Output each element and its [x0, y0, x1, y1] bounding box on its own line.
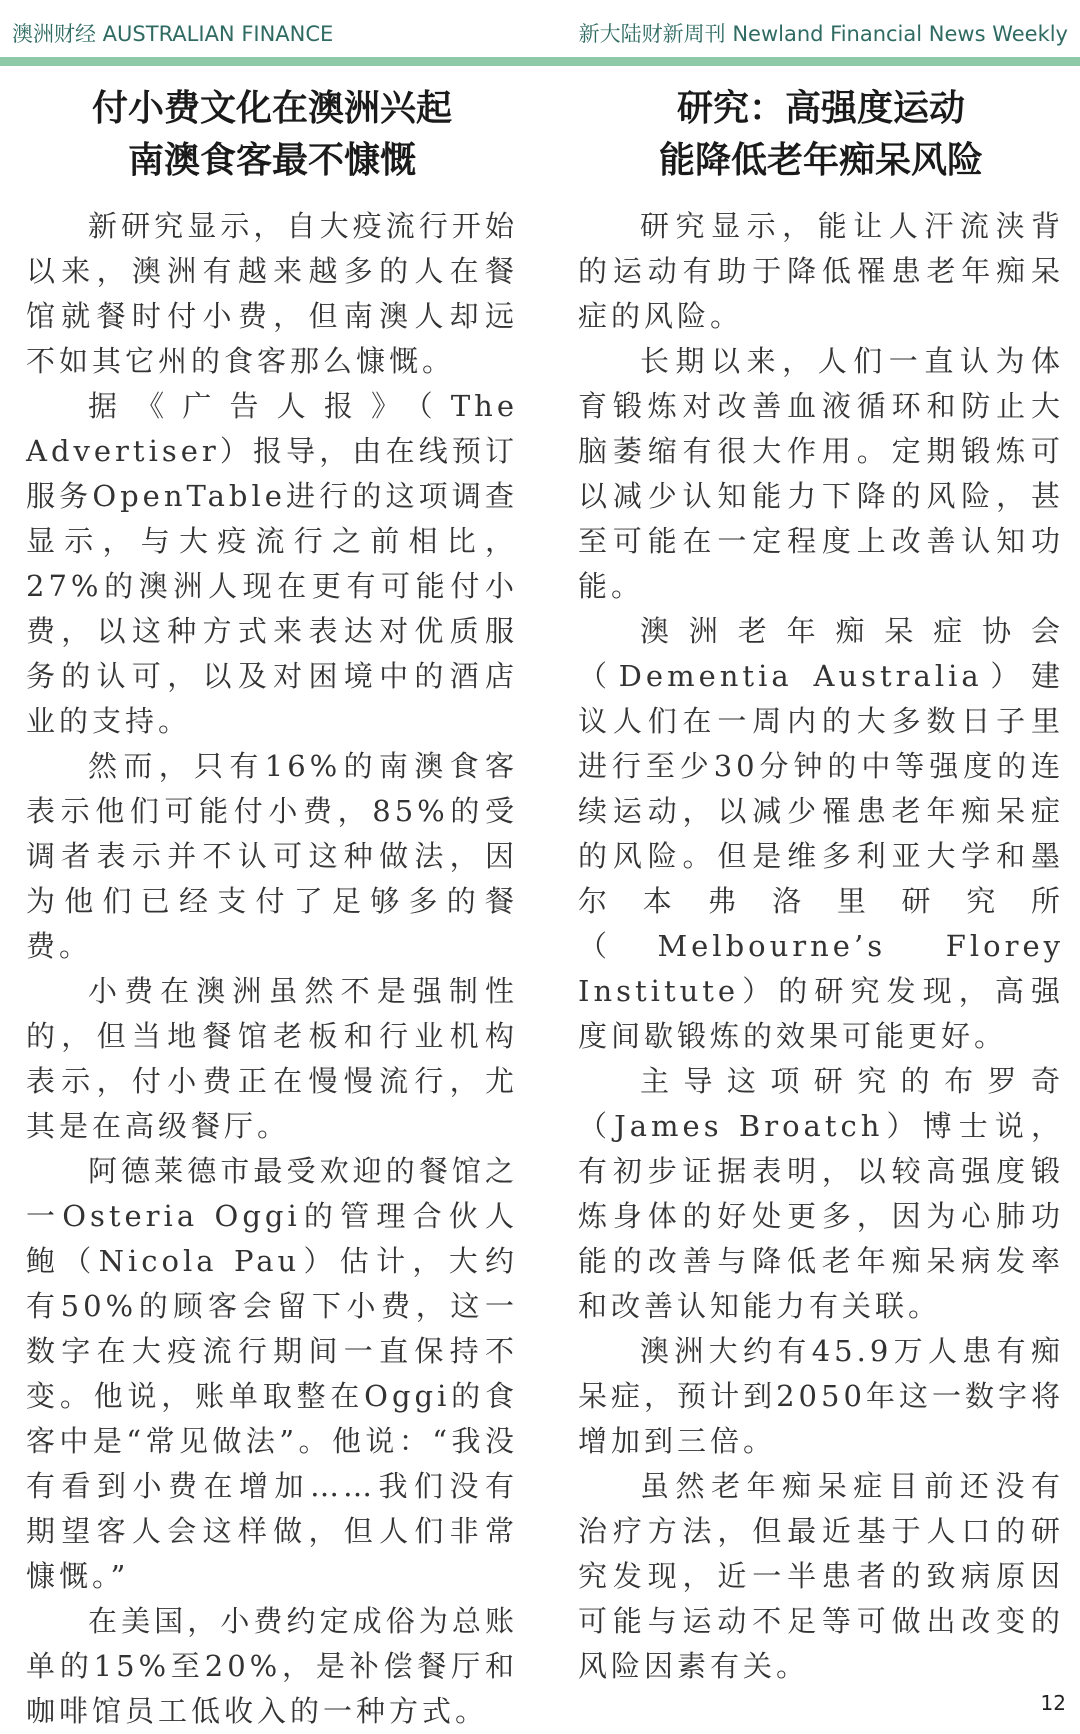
paragraph: 澳洲大约有45.9万人患有痴呆症，预计到2050年这一数字将增加到三倍。 [578, 1334, 1064, 1458]
right-headline-line-2: 能降低老年痴呆风险 [658, 139, 983, 181]
header-divider [0, 57, 1080, 66]
right-article-body [578, 204, 1064, 1689]
left-article-body [26, 204, 518, 1734]
publication-name: 新大陆财新周刊 Newland Financial News Weekly [578, 22, 1068, 46]
right-headline-line-1: 研究：高强度运动 [676, 87, 965, 129]
paragraph: 新研究显示，自大疫流行开始以来，澳洲有越来越多的人在餐馆就餐时付小费，但南澳人却远不如其它州的食客那么慷慨。 [26, 209, 518, 378]
paragraph: 小费在澳洲虽然不是强制性的，但当地餐馆老板和行业机构表示，付小费正在慢慢流行，尤其是在高级餐厅。 [26, 974, 518, 1143]
right-article [578, 82, 1064, 1689]
paragraph: 据《广告人报》（The Advertiser）报导，由在线预订服务OpenTable进行的这项调查显示，与大疫流行之前相比，27%的澳洲人现在更有可能付小费，以这种方式来表达对优质服务的认可，以及对困境中的酒店业的支持。 [26, 389, 518, 738]
right-article-headline [578, 82, 1064, 186]
left-article [26, 82, 518, 1734]
left-headline-line-2: 南澳食客最不慷慨 [127, 139, 416, 181]
paragraph: 阿德莱德市最受欢迎的餐馆之一Osteria Oggi的管理合伙人鲍（Nicola Pau）估计，大约有50%的顾客会留下小费，这一数字在大疫流行期间一直保持不变。他说，账单取整在Oggi的食客中是“常见做法”。他说：“我没有看到小费在增加……我们没有期望客人会这样做，但人们非常慷慨。” [26, 1154, 518, 1593]
paragraph: 研究显示，能让人汗流浃背的运动有助于降低罹患老年痴呆症的风险。 [578, 209, 1064, 333]
paragraph: 虽然老年痴呆症目前还没有治疗方法，但最近基于人口的研究发现，近一半患者的致病原因可能与运动不足等可做出改变的风险因素有关。 [578, 1469, 1064, 1683]
paragraph: 在美国，小费约定成俗为总账单的15%至20%，是补偿餐厅和咖啡馆员工低收入的一种方式。 [26, 1604, 518, 1728]
page-number: 12 [1040, 1691, 1066, 1715]
paragraph: 然而，只有16%的南澳食客表示他们可能付小费，85%的受调者表示并不认可这种做法，因为他们已经支付了足够多的餐费。 [26, 749, 518, 963]
left-headline-line-1: 付小费文化在澳洲兴起 [91, 87, 452, 129]
paragraph: 长期以来，人们一直认为体育锻炼对改善血液循环和防止大脑萎缩有很大作用。定期锻炼可以减少认知能力下降的风险，甚至可能在一定程度上改善认知功能。 [578, 344, 1064, 603]
paragraph: 主导这项研究的布罗奇（James Broatch）博士说，有初步证据表明，以较高强度锻炼身体的好处更多，因为心肺功能的改善与降低老年痴呆病发率和改善认知能力有关联。 [578, 1064, 1064, 1323]
left-article-headline [26, 82, 518, 186]
section-label: 澳洲财经 AUSTRALIAN FINANCE [12, 22, 334, 46]
page-header [0, 0, 1080, 58]
paragraph: 澳洲老年痴呆症协会（Dementia Australia）建议人们在一周内的大多数日子里进行至少30分钟的中等强度的连续运动，以减少罹患老年痴呆症的风险。但是维多利亚大学和墨尔本弗洛里研究所（Melbourne’s Florey Institute）的研究发现，高强度间歇锻炼的效果可能更好。 [578, 614, 1064, 1053]
